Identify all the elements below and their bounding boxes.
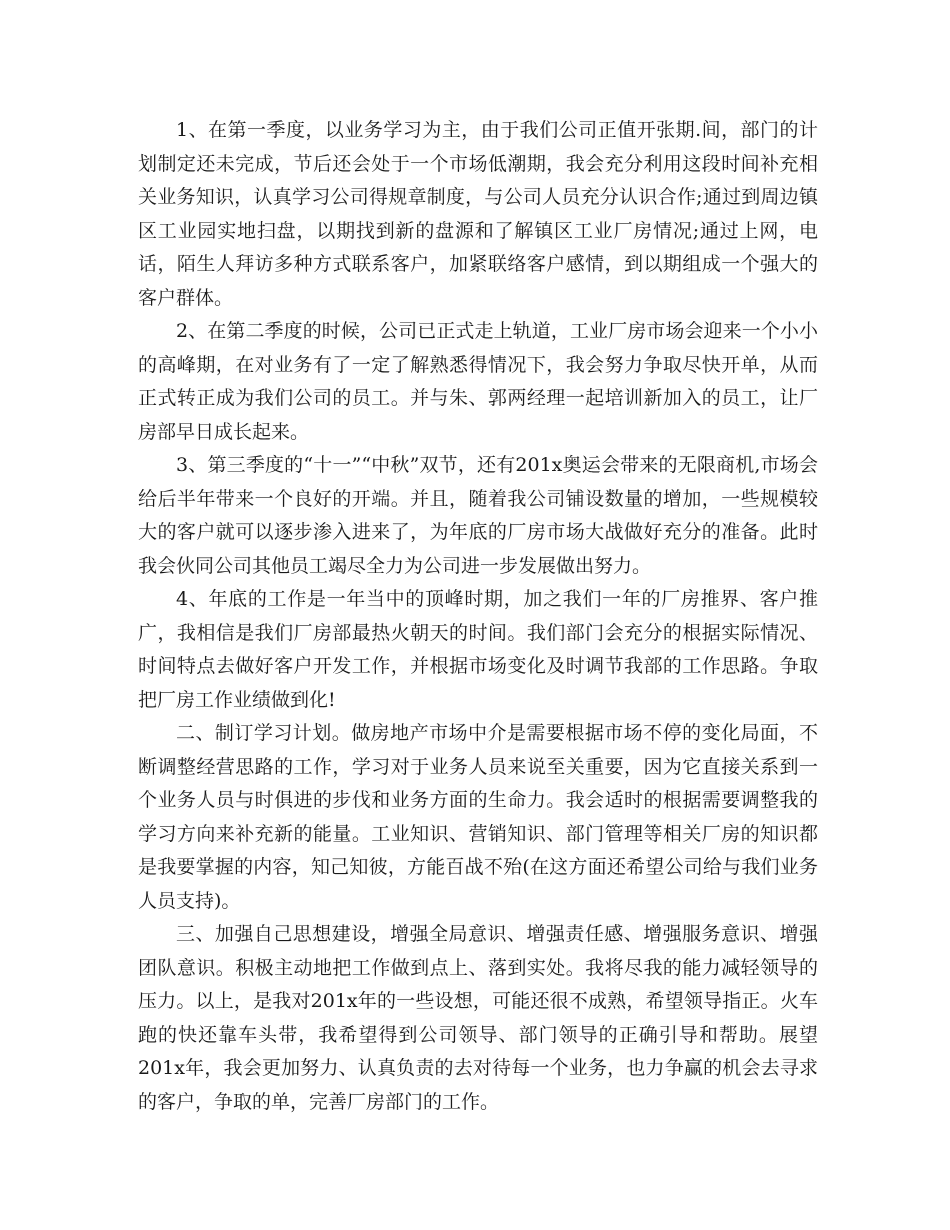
paragraph-study-plan: 二、制订学习计划。做房地产市场中介是需要根据市场不停的变化局面，不断调整经营思路的工作，学习对于业务人员来说至关重要，因为它直接关系到一个业务人员与时俱进的步伐和业务方面的生命力。我会适时的根据需要调整我的学习方向来补充新的能量。工业知识、营销知识、部门管理等相关厂房的知识都是我要掌握的内容，知己知彼，方能百战不殆(在这方面还希望公司给与我们业务人员支持)。 xyxy=(138,722,818,912)
paragraph-q1-plan: 1、在第一季度，以业务学习为主，由于我们公司正值开张期.间，部门的计划制定还未完成，节后还会处于一个市场低潮期，我会充分利用这段时间补充相关业务知识，认真学习公司得规章制度，与公司人员充分认识合作;通过到周边镇区工业园实地扫盘，以期找到新的盘源和了解镇区工业厂房情况;通过上网，电话，陌生人拜访多种方式联系客户，加紧联络客户感情，到以期组成一个强大的客户群体。 xyxy=(138,119,818,309)
paragraph-q3-plan: 3、第三季度的“十一”“中秋”双节，还有201x奥运会带来的无限商机,市场会给后半年带来一个良好的开端。并且，随着我公司铺设数量的增加，一些规模较大的客户就可以逐步渗入进来了，为年底的厂房市场大战做好充分的准备。此时我会伙同公司其他员工竭尽全力为公司进一步发展做出努力。 xyxy=(138,454,818,577)
paragraph-year-end-plan: 4、年底的工作是一年当中的顶峰时期，加之我们一年的厂房推界、客户推广，我相信是我们厂房部最热火朝天的时间。我们部门会充分的根据实际情况、时间特点去做好客户开发工作，并根据市场变化及时调节我部的工作思路。争取把厂房工作业绩做到化! xyxy=(138,588,818,711)
paragraph-ideology-building: 三、加强自己思想建设，增强全局意识、增强责任感、增强服务意识、增强团队意识。积极主动地把工作做到点上、落到实处。我将尽我的能力减轻领导的压力。以上，是我对201x年的一些设想，可能还很不成熟，希望领导指正。火车跑的快还靠车头带，我希望得到公司领导、部门领导的正确引导和帮助。展望201x年，我会更加努力、认真负责的去对待每一个业务，也力争赢的机会去寻求的客户，争取的单，完善厂房部门的工作。 xyxy=(138,923,818,1113)
document-body xyxy=(138,114,818,1119)
paragraph-q2-plan: 2、在第二季度的时候，公司已正式走上轨道，工业厂房市场会迎来一个小小的高峰期，在对业务有了一定了解熟悉得情况下，我会努力争取尽快开单，从而正式转正成为我们公司的员工。并与朱、郭两经理一起培训新加入的员工，让厂房部早日成长起来。 xyxy=(138,320,818,443)
